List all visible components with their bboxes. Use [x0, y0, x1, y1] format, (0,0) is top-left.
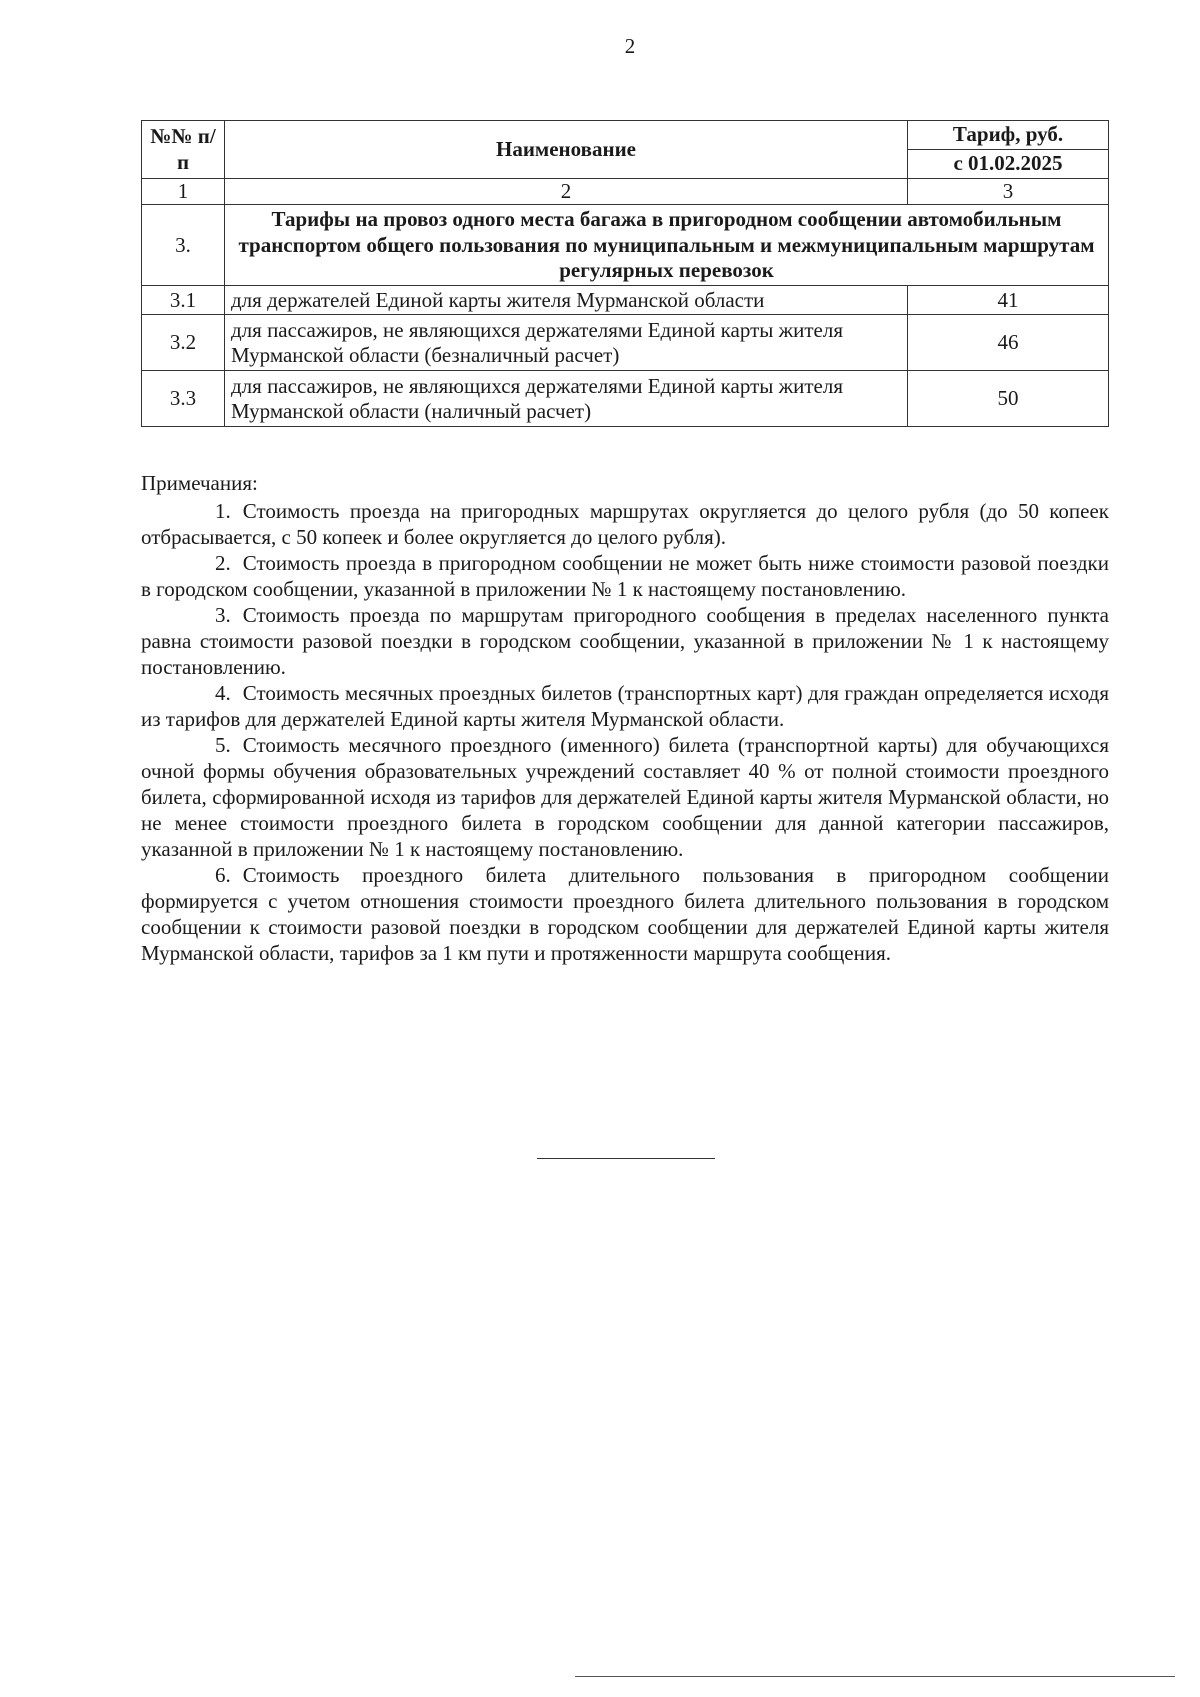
- note-number: 2.: [215, 551, 231, 575]
- row-name: для пассажиров, не являющихся держателями Единой карты жителя Мурманской области (безналичный расчет): [225, 315, 908, 371]
- row-num: 3.3: [142, 371, 225, 427]
- row-tariff: 46: [908, 315, 1109, 371]
- notes-title: Примечания:: [141, 471, 258, 495]
- note-text: Стоимость проездного билета длительного пользования в пригородном сообщении формируется с учетом отношения стоимости проездного билета длительного пользования в городском сообщении к стоимости разовой поездки в городском сообщении для держателей Единой карты жителя Мурманской области, тарифов за 1 км пути и протяженности маршрута сообщения.: [141, 863, 1109, 965]
- tariff-table: [141, 120, 1109, 427]
- note-number: 3.: [215, 603, 231, 627]
- row-tariff: 50: [908, 371, 1109, 427]
- table-row: [142, 286, 1109, 315]
- row-tariff: 41: [908, 286, 1109, 315]
- note-item: [141, 498, 1109, 550]
- row-name: для пассажиров, не являющихся держателями Единой карты жителя Мурманской области (наличный расчет): [225, 371, 908, 427]
- row-name: для держателей Единой карты жителя Мурманской области: [225, 286, 908, 315]
- header-tariff-date: с 01.02.2025: [908, 150, 1109, 179]
- note-text: Стоимость проезда в пригородном сообщении не может быть ниже стоимости разовой поездки в городском сообщении, указанной в приложении № 1 к настоящему постановлению.: [141, 551, 1109, 601]
- note-text: Стоимость месячного проездного (именного) билета (транспортной карты) для обучающихся очной формы обучения образовательных учреждений составляет 40 % от полной стоимости проездного билета, сформированной исходя из тарифов для держателей Единой карты жителя Мурманской области, но не менее стоимости проездного билета в городском сообщении для данной категории пассажиров, указанной в приложении № 1 к настоящему постановлению.: [141, 733, 1109, 861]
- note-number: 1.: [215, 499, 231, 523]
- row-num: 3.1: [142, 286, 225, 315]
- note-number: 4.: [215, 681, 231, 705]
- col-number-2: 2: [225, 179, 908, 205]
- col-number-3: 3: [908, 179, 1109, 205]
- page-number: 2: [624, 34, 636, 58]
- note-text: Стоимость проезда на пригородных маршрутах округляется до целого рубля (до 50 копеек отбрасывается, с 50 копеек и более округляется до целого рубля).: [141, 499, 1109, 549]
- bottom-rule: [575, 1676, 1175, 1677]
- column-number-row: [142, 179, 1109, 205]
- header-name: Наименование: [225, 121, 908, 179]
- section-row: [142, 205, 1109, 286]
- table-row: [142, 315, 1109, 371]
- end-divider: [537, 1158, 715, 1159]
- col-number-1: 1: [142, 179, 225, 205]
- table-row: [142, 371, 1109, 427]
- header-tariff: Тариф, руб.: [908, 121, 1109, 150]
- note-number: 5.: [215, 733, 231, 757]
- section-num: 3.: [142, 205, 225, 286]
- note-number: 6.: [215, 863, 231, 887]
- section-title: Тарифы на провоз одного места багажа в пригородном сообщении автомобильным транспортом общего пользования по муниципальным и межмуниципальным маршрутам регулярных перевозок: [225, 205, 1109, 286]
- note-item: [141, 550, 1109, 602]
- note-item: [141, 862, 1109, 966]
- note-item: [141, 732, 1109, 862]
- note-item: [141, 602, 1109, 680]
- notes-section: [141, 470, 1109, 966]
- note-item: [141, 680, 1109, 732]
- note-text: Стоимость проезда по маршрутам пригородного сообщения в пределах населенного пункта равна стоимости разовой поездки в городском сообщении, указанной в приложении № 1 к настоящему постановлению.: [141, 603, 1109, 679]
- note-text: Стоимость месячных проездных билетов (транспортных карт) для граждан определяется исходя из тарифов для держателей Единой карты жителя Мурманской области.: [141, 681, 1109, 731]
- table-header-row: [142, 121, 1109, 150]
- row-num: 3.2: [142, 315, 225, 371]
- header-num: №№ п/п: [142, 121, 225, 179]
